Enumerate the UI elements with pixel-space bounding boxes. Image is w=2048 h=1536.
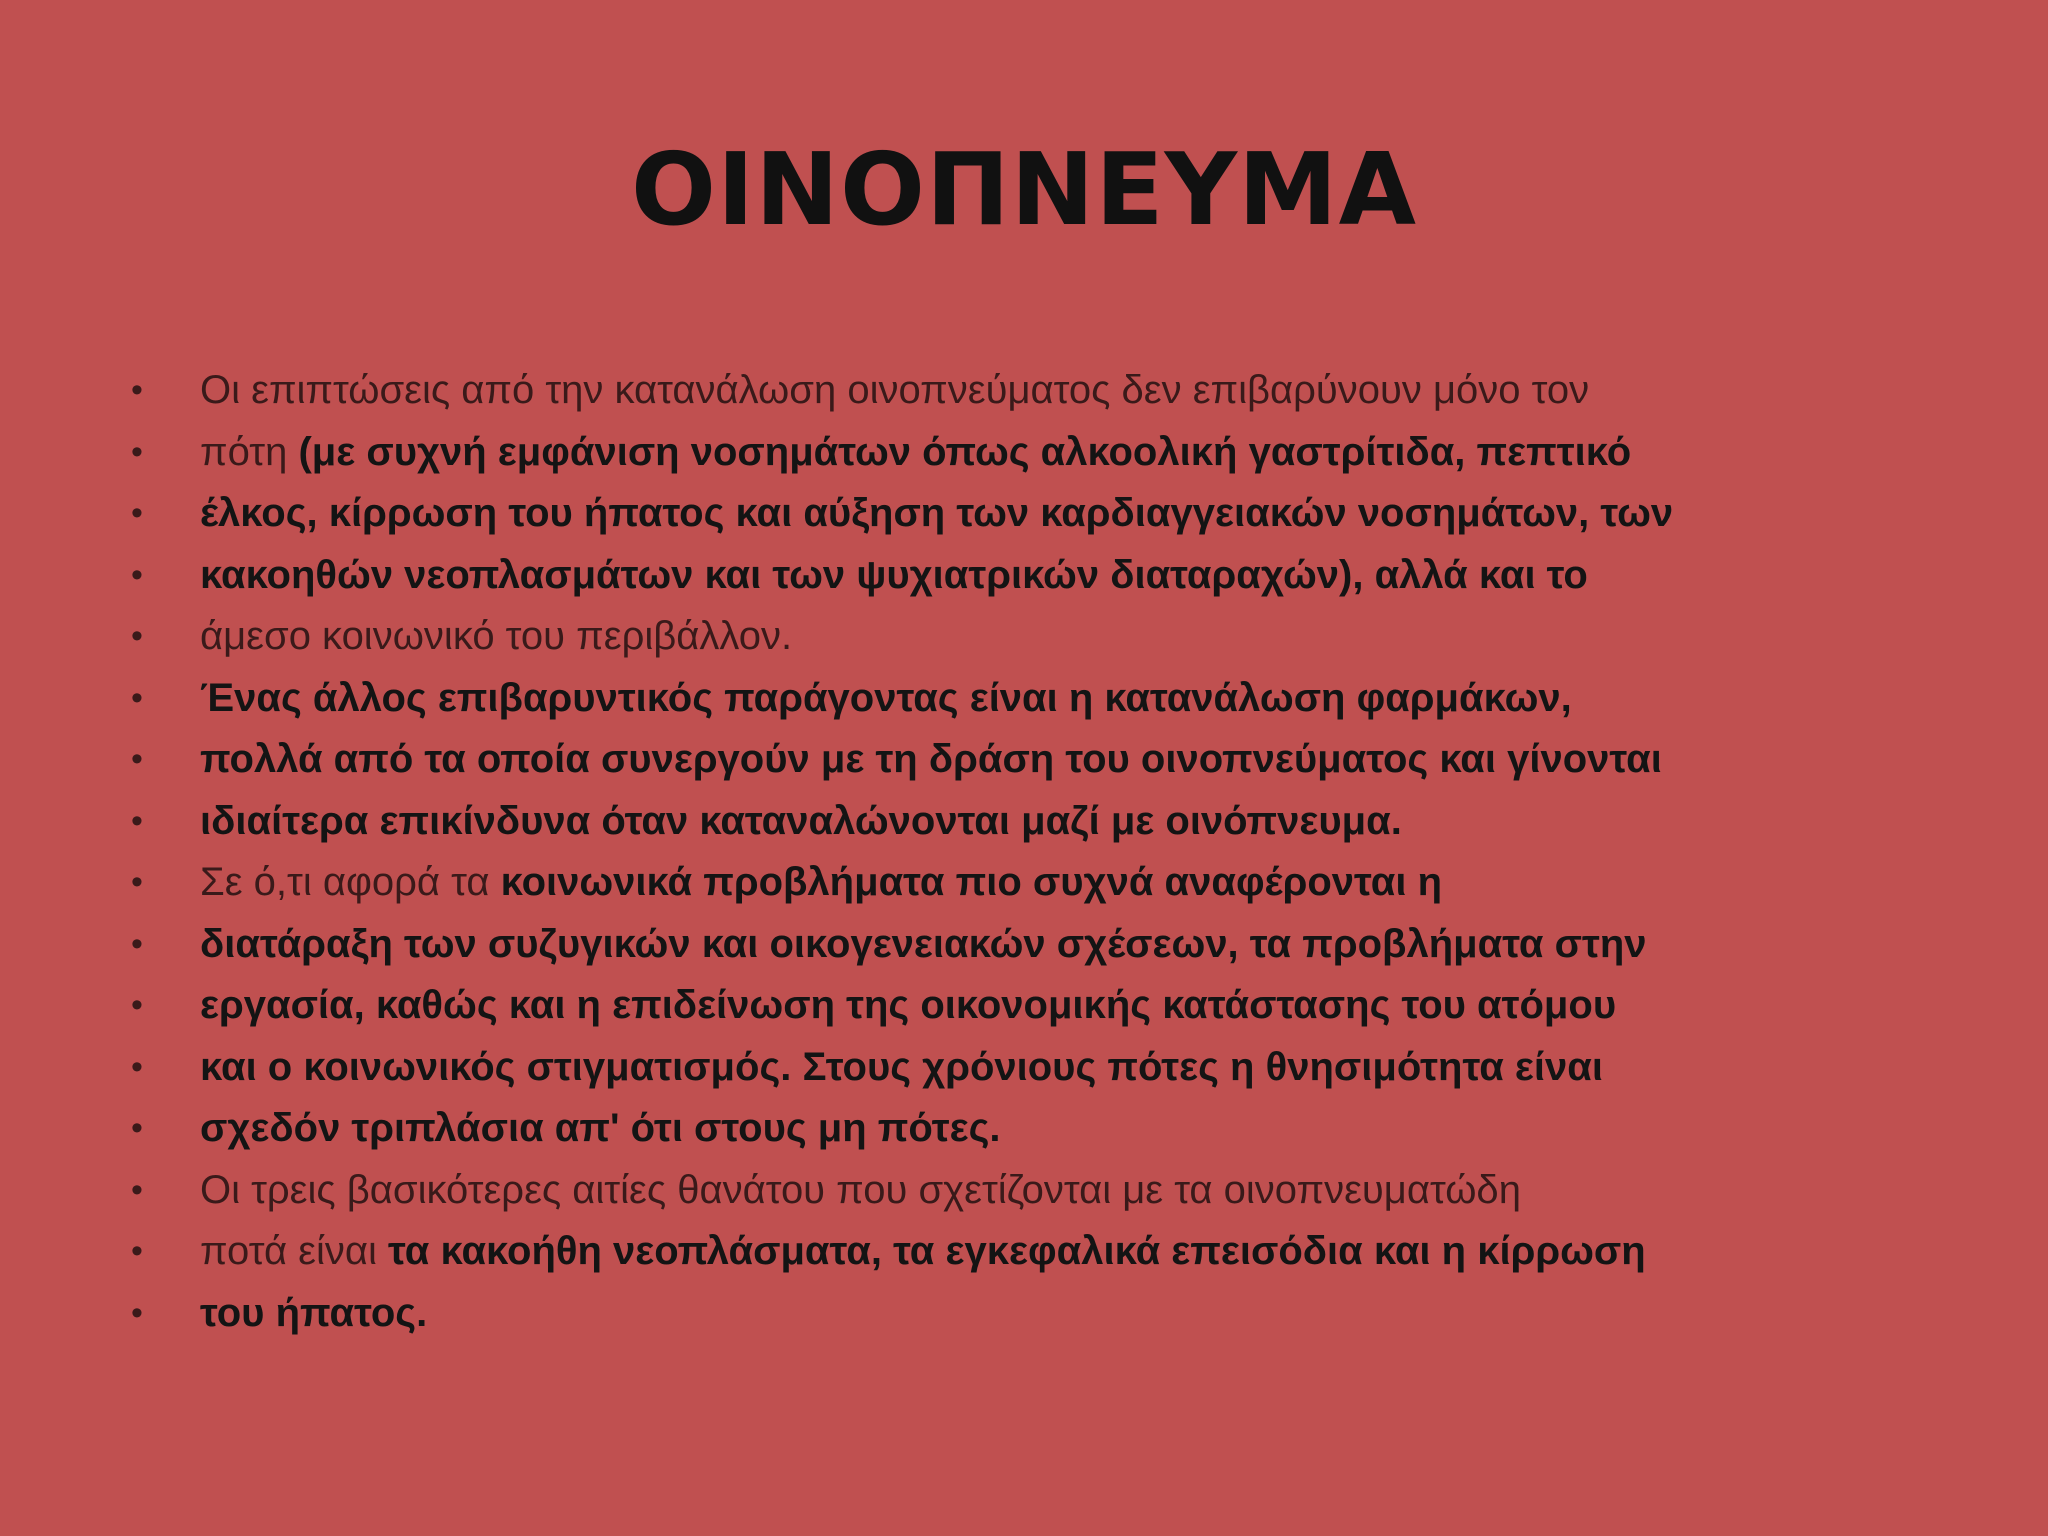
list-item — [120, 852, 1980, 914]
list-item — [120, 545, 1980, 607]
body-text: ποτά είναι — [200, 1229, 389, 1273]
bullet-icon: • — [131, 801, 143, 840]
list-item — [120, 606, 1980, 668]
bold-text: διατάραξη των συζυγικών και οικογενειακών σχέσεων, τα προβλήματα στην — [200, 921, 1647, 966]
bullet-list — [120, 360, 1980, 1344]
bullet-icon: • — [131, 863, 143, 901]
bullet-icon: • — [131, 1047, 143, 1086]
bold-text: Ένας άλλος επιβαρυντικός παράγοντας είναι η κατανάλωση φαρμάκων, — [200, 675, 1572, 720]
body-text: Οι επιπτώσεις από την κατανάλωση οινοπνεύματος δεν επιβαρύνουν μόνο τον — [200, 368, 1590, 412]
list-item — [120, 1221, 1980, 1283]
bullet-icon: • — [131, 1293, 143, 1332]
list-item — [120, 914, 1980, 976]
bullet-icon: • — [131, 371, 143, 409]
bold-text: κακοηθών νεοπλασμάτων και των ψυχιατρικών διαταραχών), αλλά και το — [200, 552, 1588, 597]
bold-text: (με συχνή εμφάνιση νοσημάτων όπως αλκοολική γαστρίτιδα, πεπτικό — [298, 429, 1632, 474]
slide-title: ΟΙΝΟΠΝΕΥΜΑ — [631, 131, 1417, 248]
bold-text: ιδιαίτερα επικίνδυνα όταν καταναλώνονται μαζί με οινόπνευμα. — [200, 798, 1402, 843]
list-item — [120, 1037, 1980, 1099]
bold-text: κοινωνικά προβλήματα πιο συχνά αναφέρονται η — [500, 860, 1443, 904]
body-text: πότη — [200, 429, 299, 474]
list-item — [120, 1283, 1980, 1345]
bold-text: πολλά από τα οποία συνεργούν με τη δράση του οινοπνεύματος και γίνονται — [200, 737, 1662, 781]
bullet-icon: • — [131, 678, 143, 717]
bullet-icon: • — [131, 1170, 143, 1209]
list-item — [120, 975, 1980, 1037]
bold-text: εργασία, καθώς και η επιδείνωση της οικονομικής κατάστασης του ατόμου — [200, 983, 1617, 1027]
bullet-icon: • — [131, 1232, 143, 1270]
body-text: Οι τρεις βασικότερες αιτίες θανάτου που σχετίζονται με τα οινοπνευματώδη — [200, 1167, 1521, 1212]
bullet-icon: • — [131, 494, 143, 532]
bullet-icon: • — [131, 740, 143, 778]
body-text: άμεσο κοινωνικό του περιβάλλον. — [200, 614, 793, 658]
list-item — [120, 729, 1980, 791]
bold-text: σχεδόν τριπλάσια απ' ότι στους μη πότες. — [200, 1106, 1001, 1150]
list-item — [120, 360, 1980, 422]
list-item — [120, 668, 1980, 730]
list-item — [120, 791, 1980, 853]
bullet-icon: • — [131, 617, 143, 655]
bullet-icon: • — [131, 1109, 143, 1147]
list-item — [120, 483, 1980, 545]
bullet-icon: • — [131, 555, 143, 594]
bold-text: έλκος, κίρρωση του ήπατος και αύξηση των καρδιαγγειακών νοσημάτων, των — [200, 491, 1674, 535]
bold-text: του ήπατος. — [200, 1290, 428, 1335]
bullet-icon: • — [131, 432, 143, 471]
list-item — [120, 422, 1980, 484]
bullet-icon: • — [131, 986, 143, 1024]
list-item — [120, 1098, 1980, 1160]
bold-text: τα κακοήθη νεοπλάσματα, τα εγκεφαλικά επεισόδια και η κίρρωση — [388, 1229, 1646, 1273]
body-text: Σε ό,τι αφορά τα — [200, 860, 501, 904]
bullet-icon: • — [131, 924, 143, 963]
bold-text: και ο κοινωνικός στιγματισμός. Στους χρόνιους πότες η θνησιμότητα είναι — [200, 1044, 1603, 1089]
list-item — [120, 1160, 1980, 1222]
